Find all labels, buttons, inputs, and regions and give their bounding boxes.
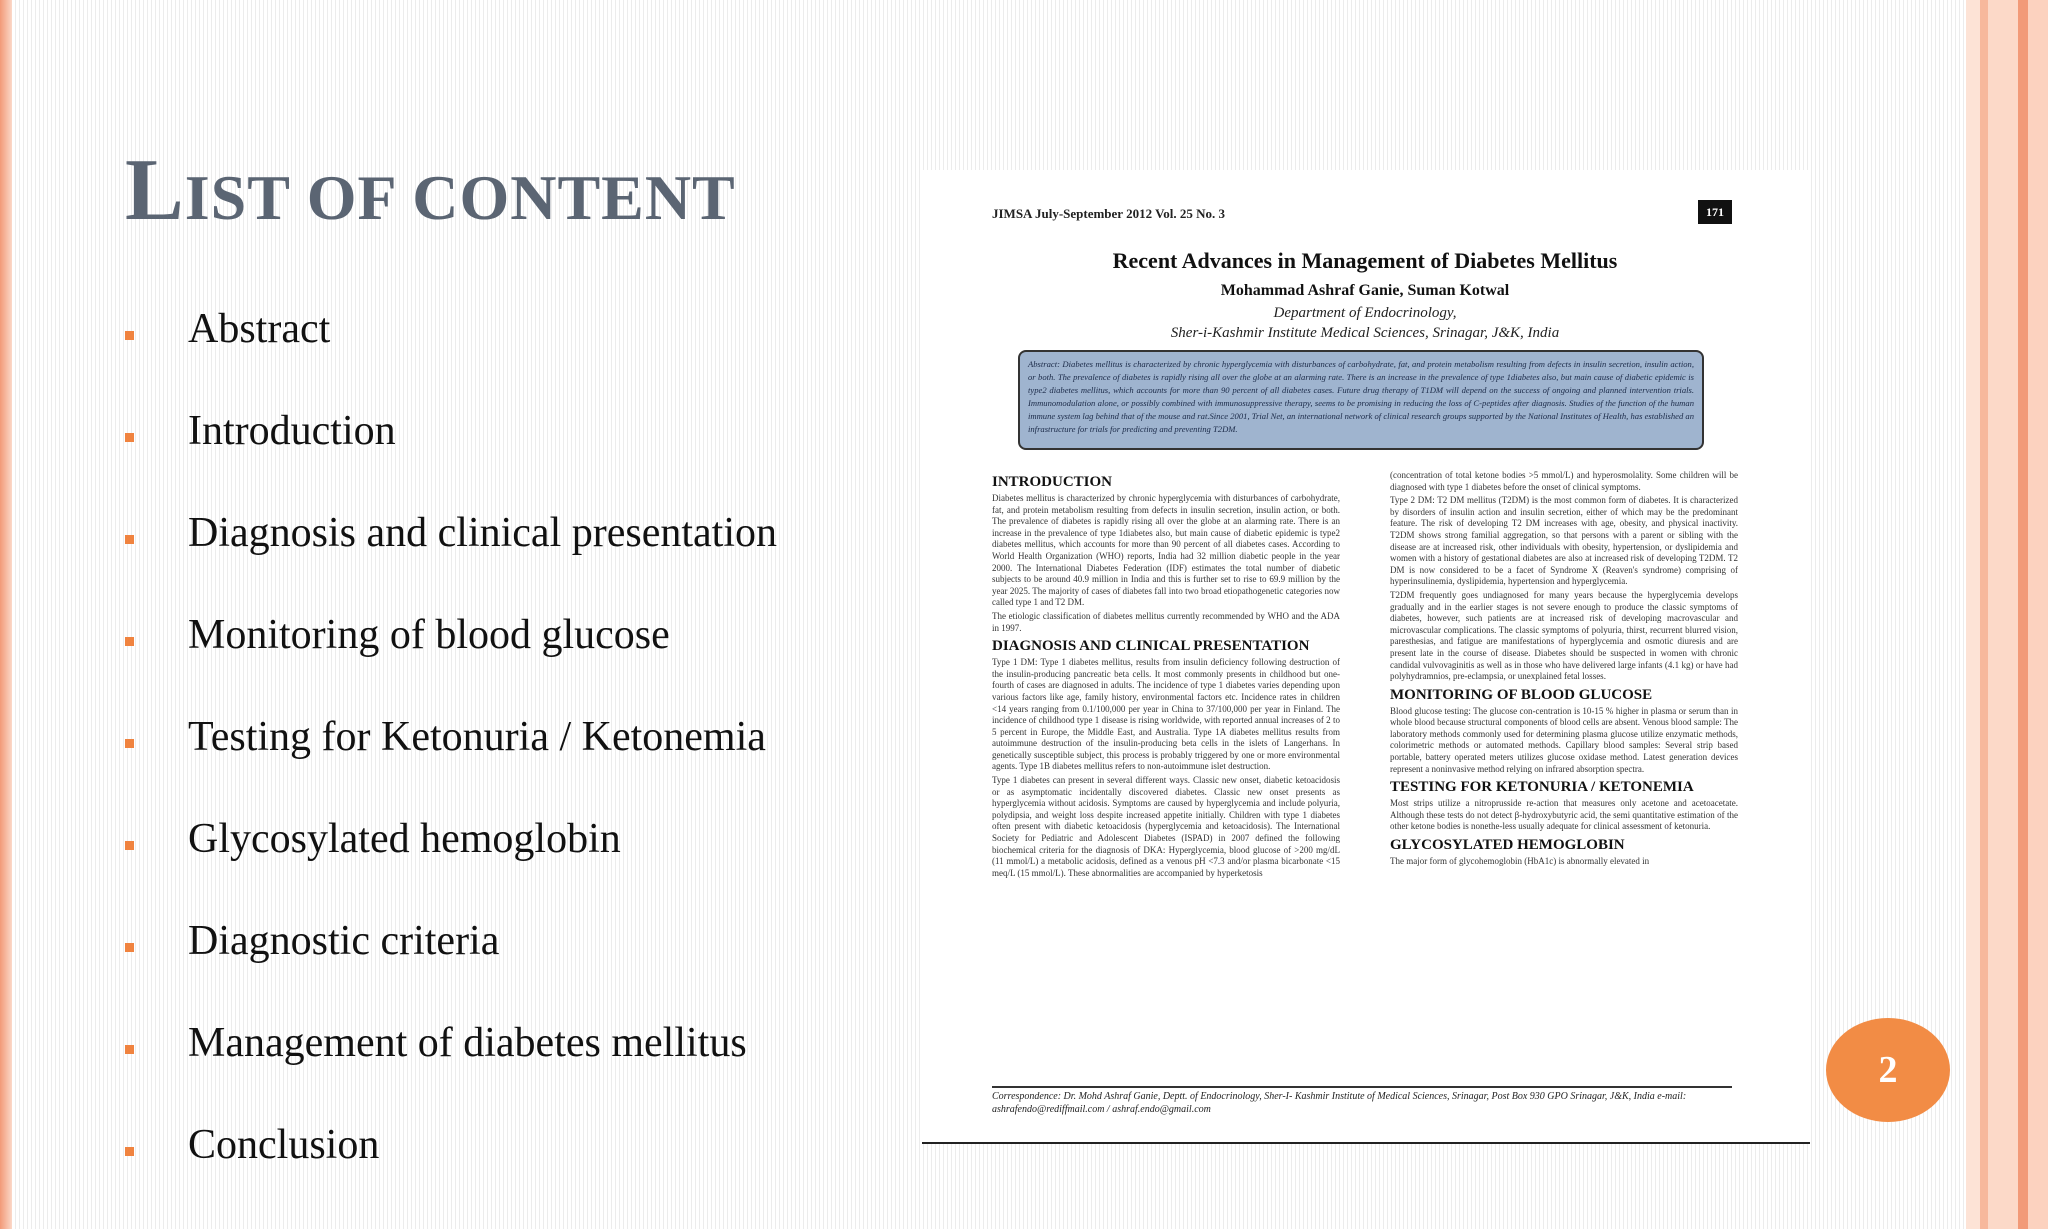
paragraph: Diabetes mellitus is characterized by chronic hyperglycemia with disturbances of carbohydrate, fat, and protein metabolism resulting from defects in insulin secretion, insulin action, or both. The prevalence of diabetes is rapidly rising all over the globe at an alarming rate. There is an increase in the prevalence of type 1diabetes also, but main cause of diabetic epidemic is type2 diabetes mellitus, which accounts for more than 90 percent of all diabetes cases. According to World Health Organization (WHO) reports, India had 32 million diabetic people in the year 2000. The International Diabetes Federation (IDF) estimates the total number of diabetic subjects to be around 40.9 million in India and this is further set to rise to 69.9 million by the year 2025. The majority of cases of diabetes fall into two broad etiopathogenetic categories now called type 1 and T2 DM. [992,493,1340,608]
slide-page-number: 2 [1826,1018,1950,1122]
paper-department: Department of Endocrinology, [1273,305,1457,321]
paper-image [920,170,1810,1142]
content-list [125,305,777,1223]
paper-abstract: Abstract: Diabetes mellitus is characterized by chronic hyperglycemia with disturbances of carbohydrate, fat, and protein metabolism resulting from defects in insulin secretion, insulin action, or both. The prevalence of diabetes is rapidly rising all over the globe at an alarming rate. There is an increase in the prevalence of type 1diabetes also, but main cause of diabetic epidemic is type2 diabetes mellitus, which accounts for more than 90 percent of all diabetes cases. Future drug therapy of T1DM will depend on the success of ongoing and planned intervention trials. Immunomodulation alone, or possibly combined with immunosuppressive therapy, seems to be promising in reducing the loss of C-peptides after diagnosis. Studies of the function of the human immune system lag behind that of the mouse and rat.Since 2001, Trial Net, an international network of clinical research groups supported by the National Institutes of Health, has established an infrastructure for trials for predicting and preventing T2DM. [1018,350,1704,450]
list-item [125,509,777,611]
paper-column-right [1390,470,1738,1080]
list-item [125,1121,777,1223]
paragraph: The major form of glycohemoglobin (HbA1c) is abnormally elevated in [1390,856,1650,867]
image-divider [922,1142,1810,1144]
title-first-letter: L [125,142,185,239]
paragraph: T2DM frequently goes undiagnosed for many years because the hyperglycemia develops gradually and in the earlier stages is not severe enough to produce the classic symptoms of diabetes, however, such patients are at increased risk of developing macrovascular and microvascular complications. The classic symptoms of polyuria, thirst, recurrent blurred vision, paresthesias, and fatigue are manifestations of hyperglycemia and osmotic diuresis and are present late in the course of disease. Diabetes should be suspected in women with chronic candidal vulvovaginitis as well as in those who have delivered large infants (4.1 kg) or have had polyhydramnios, pre-eclampsia, or unexplained fetal losses. [1390,589,1738,682]
bullet-icon [125,841,134,850]
paper-authors: Mohammad Ashraf Ganie, Suman Kotwal [1220,282,1510,299]
paragraph: The etiologic classification of diabetes mellitus currently recommended by WHO and the ADA in 1997. [992,610,1340,633]
list-item-label: Diagnostic criteria [188,918,500,964]
right-border-stripe [1966,0,2048,1229]
list-item [125,611,777,713]
section-heading-ketonuria: TESTING FOR KETONURIA / KETONEMIA [1390,779,1694,796]
list-item-label: Glycosylated hemoglobin [188,816,621,862]
paper-title: Recent Advances in Management of Diabetes Mellitus [1112,248,1618,273]
bullet-icon [125,943,134,952]
paper-institute: Sher-i-Kashmir Institute Medical Sciences, Srinagar, J&K, India [1170,325,1560,341]
bullet-icon [125,637,134,646]
left-border-stripe [0,0,12,1229]
list-item-label: Introduction [188,408,396,454]
correspondence-footer: Correspondence: Dr. Mohd Ashraf Ganie, Deptt. of Endocrinology, Sher-I- Kashmir Institute of Medical Sciences, Srinagar, Post Box 930 GPO Srinagar, J&K, India e-mail: ashrafendo@rediffmail.com / ashraf.endo@gmail.com [992,1086,1732,1116]
slide-title [125,140,736,241]
list-item [125,305,777,407]
bullet-icon [125,535,134,544]
section-heading-diagnosis: DIAGNOSIS AND CLINICAL PRESENTATION [992,638,1310,655]
list-item [125,815,777,917]
list-item-label: Management of diabetes mellitus [188,1020,747,1066]
list-item-label: Diagnosis and clinical presentation [188,510,778,556]
paragraph: Type 1 DM: Type 1 diabetes mellitus, results from insulin deficiency following destruction of the insulin-producing pancreatic beta cells. It most commonly presents in childhood but one-fourth of cases are diagnosed in adults. The incidence of type 1 diabetes varies depending upon various factors like age, family history, environmental factors etc. Incidence rates in children <14 years ranging from 0.1/100,000 per year in China to 37/100,000 per year in Finland. The incidence of childhood type 1 disease is rising worldwide, with reported annual increases of 2 to 5 percent in Europe, the Middle East, and Australia. Type 1A diabetes mellitus results from autoimmune destruction of the insulin-producing beta cells in the islets of Langerhans. In genetically susceptible subject, this process is probably triggered by one or more environmental agents. Type 1B diabetes mellitus refers to non-autoimmune islet destruction. [992,657,1340,772]
paragraph: Type 1 diabetes can present in several different ways. Classic new onset, diabetic ketoacidosis or as asymptomatic incidentally discovered diabetes. Classic new onset presents as hyperglycemia without acidosis. Symptoms are caused by hyperglycemia and include polyuria, polydipsia, and weight loss despite increased appetite initially. Children with type 1 diabetes often present with diabetic ketoacidosis (hyperglycemia and ketoacidosis). The International Society for Pediatric and Adolescent Diabetes (ISPAD) in 2007 defined the following biochemical criteria for the diagnosis of DKA: Hyperglycemia, blood glucose of >200 mg/dL (11 mmol/L) a metabolic acidosis, defined as a venous pH <7.3 and/or plasma bicarbonate <15 meq/L (15 mmol/L). These abnormalities are accompanied by hyperketosis [992,775,1340,878]
list-item-label: Conclusion [188,1122,380,1168]
paragraph: Most strips utilize a nitroprusside re-action that measures only acetone and acetoacetate. Although these tests do not detect β-hydroxybutyric acid, the semi quantitative estimation of the other ketone bodies is nonethe-less usually adequate for clinical assessment of ketonuria. [1390,798,1738,832]
list-item [125,917,777,1019]
title-rest: IST OF CONTENT [184,162,736,233]
paragraph: (concentration of total ketone bodies >5 mmol/L) and hyperosmolality. Some children will be diagnosed with type 1 diabetes before the onset of clinical symptoms. [1390,470,1738,492]
list-item [125,1019,777,1121]
journal-header: JIMSA July-September 2012 Vol. 25 No. 3 [992,206,1226,221]
journal-page-number: 171 [1698,200,1732,224]
list-item [125,713,777,815]
section-heading-introduction: INTRODUCTION [992,474,1113,490]
list-item [125,407,777,509]
bullet-icon [125,739,134,748]
bullet-icon [125,1045,134,1054]
section-heading-monitoring: MONITORING OF BLOOD GLUCOSE [1390,686,1653,703]
bullet-icon [125,433,134,442]
bullet-icon [125,1147,134,1156]
paper-column-left [992,470,1340,1100]
paragraph: Blood glucose testing: The glucose con-centration is 10-15 % higher in plasma or serum than in whole blood because structural components of blood cells are absent. Venous blood sample: The laboratory methods commonly used for determining plasma glucose utilize enzymatic methods, colorimetric methods or automated methods. Capillary blood samples: Several strip based portable, battery operated meters utilizes glucose oxidase method. Latest generation devices represent a noninvasive method relying on infrared absorption spectra. [1390,705,1738,774]
list-item-label: Abstract [188,306,331,352]
list-item-label: Testing for Ketonuria / Ketonemia [188,714,766,760]
list-item-label: Monitoring of blood glucose [188,612,670,658]
section-heading-glycosylated: GLYCOSYLATED HEMOGLOBIN [1390,837,1625,854]
paragraph: Type 2 DM: T2 DM mellitus (T2DM) is the most common form of diabetes. It is characterized by disorders of insulin action and insulin secretion, either of which may be the predominant feature. The risk of developing T2 DM increases with age, obesity, and physical inactivity. T2DM shows strong familial aggregation, so that persons with a parent or sibling with the disease are at increased risk, other individuals with obesity, hypertension, or dyslipidemia and women with a history of gestational diabetes are also at increased risk of developing T2DM. T2 DM is now considered to be a facet of Syndrome X (Reaven's syndrome) comprising of hyperinsulinemia, dyslipidemia, hypertension and hyperglycemia. [1390,495,1738,587]
bullet-icon [125,331,134,340]
